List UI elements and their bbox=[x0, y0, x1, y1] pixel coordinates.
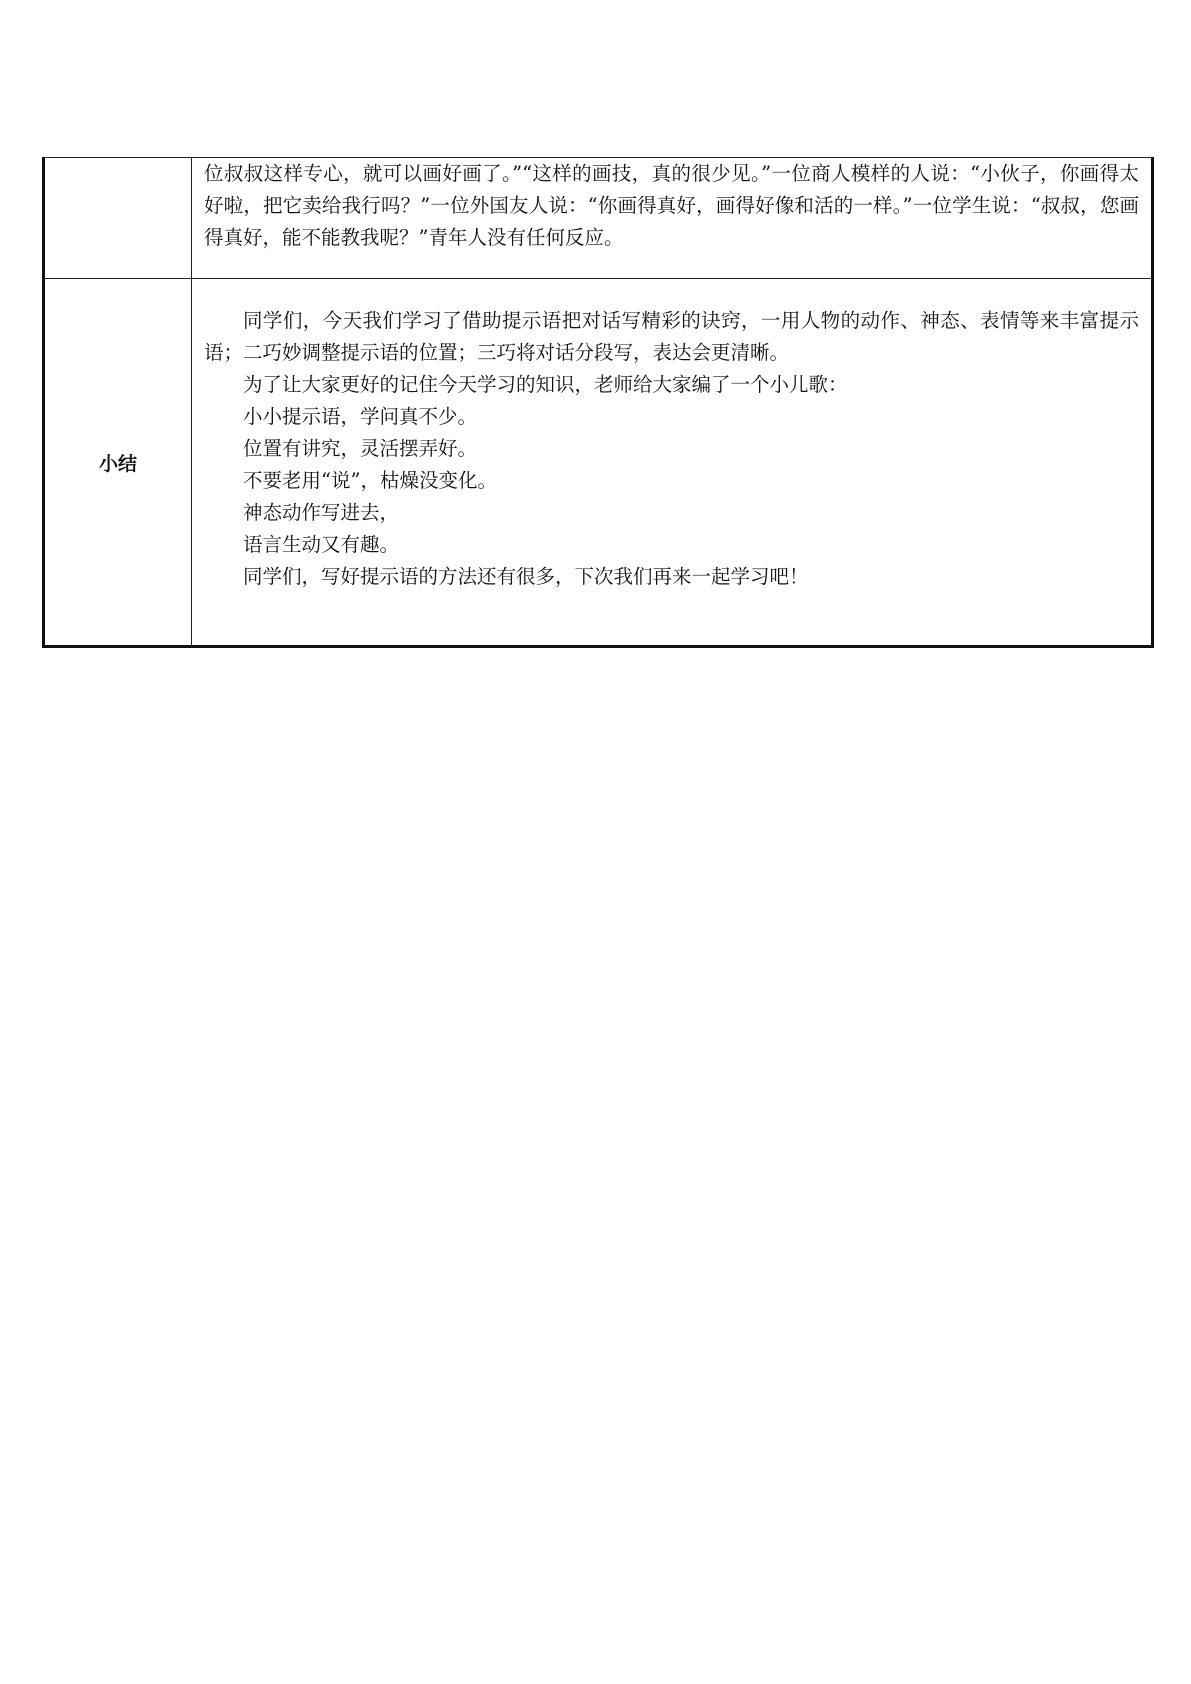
row-label bbox=[44, 158, 192, 279]
paragraph: 同学们，写好提示语的方法还有很多，下次我们再来一起学习吧！ bbox=[243, 565, 809, 588]
song-line: 不要老用“说”，枯燥没变化。 bbox=[243, 469, 497, 492]
paragraph: 同学们，今天我们学习了借助提示语把对话写精彩的诀窍，一用人物的动作、神态、表情等来丰富提示语；二巧妙调整提示语的位置；三巧将对话分段写，表达会更清晰。 bbox=[204, 309, 1139, 364]
table-row bbox=[44, 158, 1153, 279]
song-line: 小小提示语，学问真不少。 bbox=[243, 405, 478, 428]
paragraph: 为了让大家更好的记住今天学习的知识，老师给大家编了一个小儿歌： bbox=[243, 373, 848, 396]
paragraph: 位叔叔这样专心，就可以画好画了。”“这样的画技，真的很少见。”一位商人模样的人说：“小伙子，你画得太好啦，把它卖给我行吗？”一位外国友人说：“你画得真好，画得好像和活的一样。”一位学生说：“叔叔，您画得真好，能不能教我呢？”青年人没有任何反应。 bbox=[204, 162, 1139, 249]
song-line: 语言生动又有趣。 bbox=[243, 533, 400, 556]
table-row bbox=[44, 279, 1153, 647]
row-content bbox=[192, 158, 1153, 279]
song-line: 神态动作写进去， bbox=[243, 501, 400, 524]
row-label-summary: 小结 bbox=[44, 279, 192, 647]
summary-content bbox=[192, 279, 1153, 647]
song-line: 位置有讲究，灵活摆弄好。 bbox=[243, 437, 478, 460]
lesson-table bbox=[42, 157, 1154, 648]
